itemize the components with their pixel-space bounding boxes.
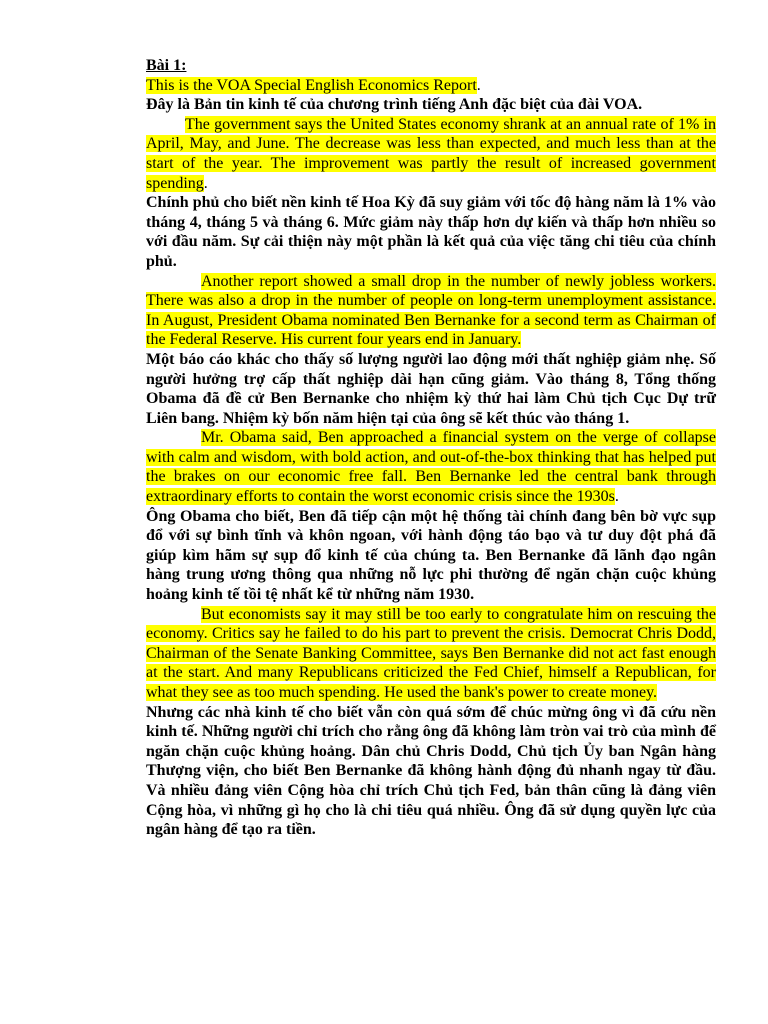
paragraph-4-english-text: But economists say it may still be too early to congratulate him on rescuing the economy. Critics say he failed to do his part to prevent the crisis. Democrat Chris Dodd, Chairman of the Senate Banking Committee, says Ben Bernanke did not act fast enough at the start. And many Republicans criticized the Fed Chief, himself a Republican, for what they see as too much spending. He used the bank's power to create money. [146, 605, 716, 701]
intro-english [146, 76, 716, 96]
intro-english-text: This is the VOA Special English Economics Report [146, 76, 477, 94]
intro-english-tail: . [476, 76, 481, 94]
paragraph-3-vietnamese: Ông Obama cho biết, Ben đã tiếp cận một hệ thống tài chính đang bên bờ vực sụp đổ với sự bình tĩnh và khôn ngoan, với hành động táo bạo và tư duy đột phá đã giúp kìm hãm sự sụp đổ kinh tế của chúng ta. Ben Bernanke đã lãnh đạo ngân hàng trung ương thông qua những nỗ lực phi thường để ngăn chặn cuộc khủng hoảng kinh tế tồi tệ nhất kể từ những năm 1930. [146, 507, 716, 604]
intro-vietnamese: Đây là Bản tin kinh tế của chương trình tiếng Anh đặc biệt của đài VOA. [146, 96, 643, 114]
paragraph-3-english-tail: . [614, 488, 619, 506]
lesson-heading: Bài 1: [146, 57, 187, 74]
paragraph-2-english-text: Another report showed a small drop in the number of newly jobless workers. There was also a drop in the number of people on long-term unemployment assistance. In August, President Obama nominated Ben Bernanke for a second term as Chairman of the Federal Reserve. His current four years end in January. [146, 272, 716, 349]
paragraph-3-english-text: Mr. Obama said, Ben approached a financial system on the verge of collapse with calm and wisdom, with bold action, and out-of-the-box thinking that has helped put the brakes on our economic free fall. Ben Bernanke led the central bank through extraordinary efforts to contain the worst economic crisis since the 1930s [146, 429, 716, 506]
paragraph-3-english [146, 428, 716, 506]
document-page [146, 56, 716, 840]
paragraph-1-english-tail: . [203, 174, 208, 192]
paragraph-4-vietnamese: Nhưng các nhà kinh tế cho biết vẫn còn quá sớm để chúc mừng ông vì đã cứu nền kinh tế. Những người chỉ trích cho rằng ông đã không làm tròn vai trò của mình để ngăn chặn cuộc khủng hoảng. Dân chủ Chris Dodd, Chủ tịch Ủy ban Ngân hàng Thượng viện, cho biết Ben Bernanke đã không hành động đủ nhanh ngay từ đầu. Và nhiều đảng viên Cộng hòa chỉ trích Chủ tịch Fed, bản thân cũng là đảng viên Cộng hòa, vì những gì họ cho là chi tiêu quá nhiều. Ông đã sử dụng quyền lực của ngân hàng để tạo ra tiền. [146, 703, 716, 839]
paragraph-1-english-text: The government says the United States economy shrank at an annual rate of 1% in April, May, and June. The decrease was less than expected, and much less than at the start of the year. The improvement was partly the result of increased government spending [146, 115, 716, 192]
paragraph-1-vietnamese: Chính phủ cho biết nền kinh tế Hoa Kỳ đã suy giảm với tốc độ hàng năm là 1% vào tháng 4, tháng 5 và tháng 6. Mức giảm này thấp hơn dự kiến và thấp hơn nhiều so với đầu năm. Sự cải thiện này một phần là kết quả của việc tăng chi tiêu của chính phủ. [146, 194, 716, 270]
paragraph-1-english [146, 115, 716, 193]
paragraph-2-english [146, 272, 716, 350]
paragraph-4-english [146, 605, 716, 703]
paragraph-2-vietnamese: Một báo cáo khác cho thấy số lượng người lao động mới thất nghiệp giảm nhẹ. Số người hưởng trợ cấp thất nghiệp dài hạn cũng giảm. Vào tháng 8, Tổng thống Obama đã đề cử Ben Bernanke cho nhiệm kỳ thứ hai làm Chủ tịch Cục Dự trữ Liên bang. Nhiệm kỳ bốn năm hiện tại của ông sẽ kết thúc vào tháng 1. [146, 350, 716, 427]
